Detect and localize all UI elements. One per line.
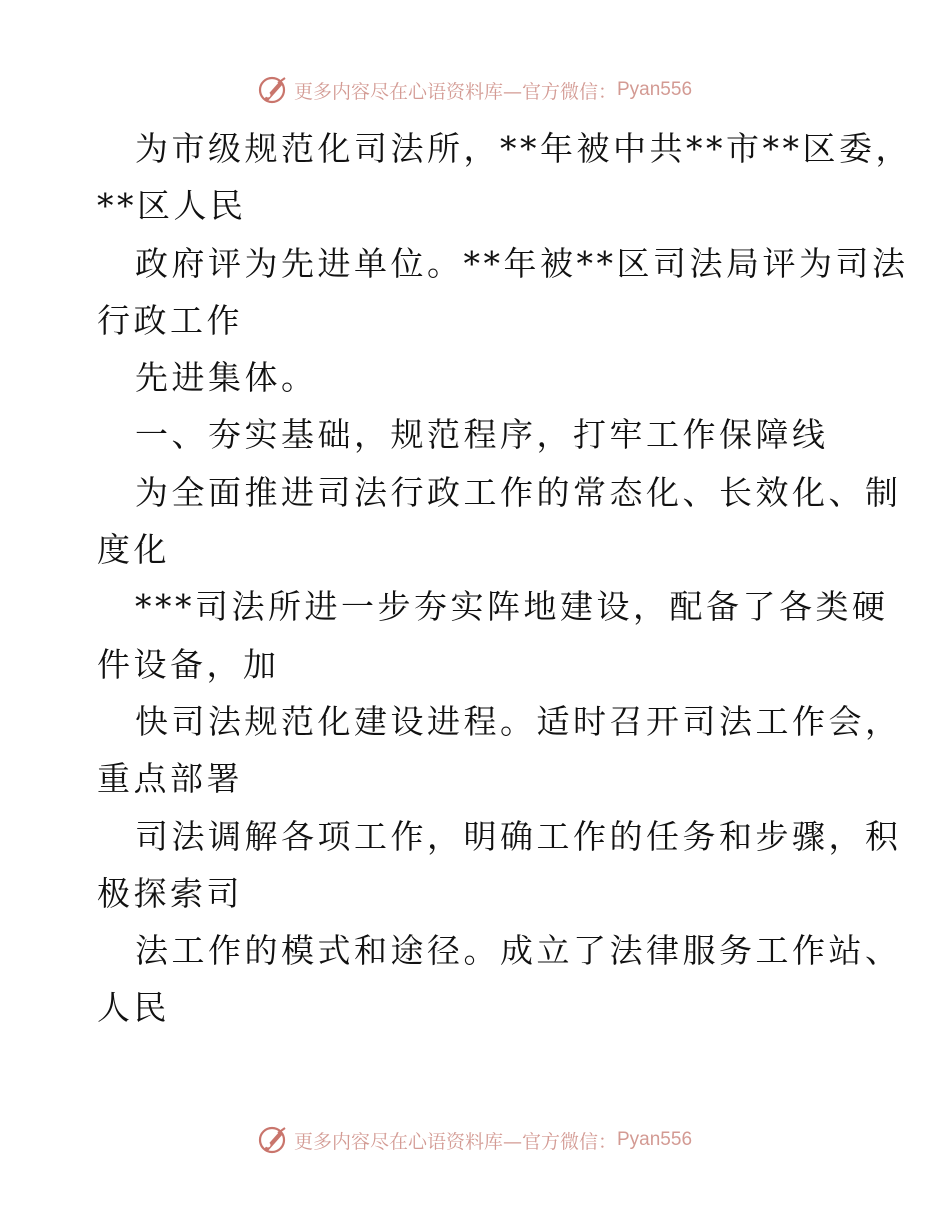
body-line: 司法调解各项工作，明确工作的任务和步骤，积 bbox=[135, 816, 902, 856]
body-line: 行政工作 bbox=[97, 300, 243, 340]
body-line: 政府评为先进单位。**年被**区司法局评为司法 bbox=[135, 243, 909, 283]
watermark-header bbox=[0, 70, 950, 110]
watermark-wechat-id: Pyan556 bbox=[617, 1129, 693, 1150]
body-line: 极探索司 bbox=[97, 873, 243, 913]
section-heading: 一、夯实基础，规范程序，打牢工作保障线 bbox=[135, 415, 829, 455]
pen-logo-icon bbox=[258, 75, 288, 105]
body-line: 为市级规范化司法所，**年被中共**市**区委， bbox=[135, 129, 912, 168]
watermark-footer bbox=[0, 1120, 950, 1160]
body-line: 重点部署 bbox=[97, 759, 243, 799]
body-line: 度化 bbox=[97, 530, 170, 570]
document-body bbox=[97, 120, 912, 1037]
body-line: 快司法规范化建设进程。适时召开司法工作会， bbox=[135, 701, 902, 741]
body-line: **区人民 bbox=[97, 186, 247, 226]
watermark-text: 更多内容尽在心语资料库—官方微信： bbox=[293, 80, 617, 103]
watermark-text: 更多内容尽在心语资料库—官方微信： bbox=[293, 1130, 617, 1153]
pen-logo-icon bbox=[258, 1125, 288, 1155]
body-line: ***司法所进一步夯实阵地建设，配备了各类硬 bbox=[135, 587, 889, 627]
body-line: 件设备，加 bbox=[97, 644, 280, 684]
watermark-wechat-id: Pyan556 bbox=[617, 79, 693, 100]
body-line: 人民 bbox=[97, 988, 170, 1028]
body-line: 法工作的模式和途径。成立了法律服务工作站、 bbox=[135, 931, 902, 971]
body-line: 先进集体。 bbox=[135, 358, 318, 398]
body-line: 为全面推进司法行政工作的常态化、长效化、制 bbox=[135, 472, 902, 512]
